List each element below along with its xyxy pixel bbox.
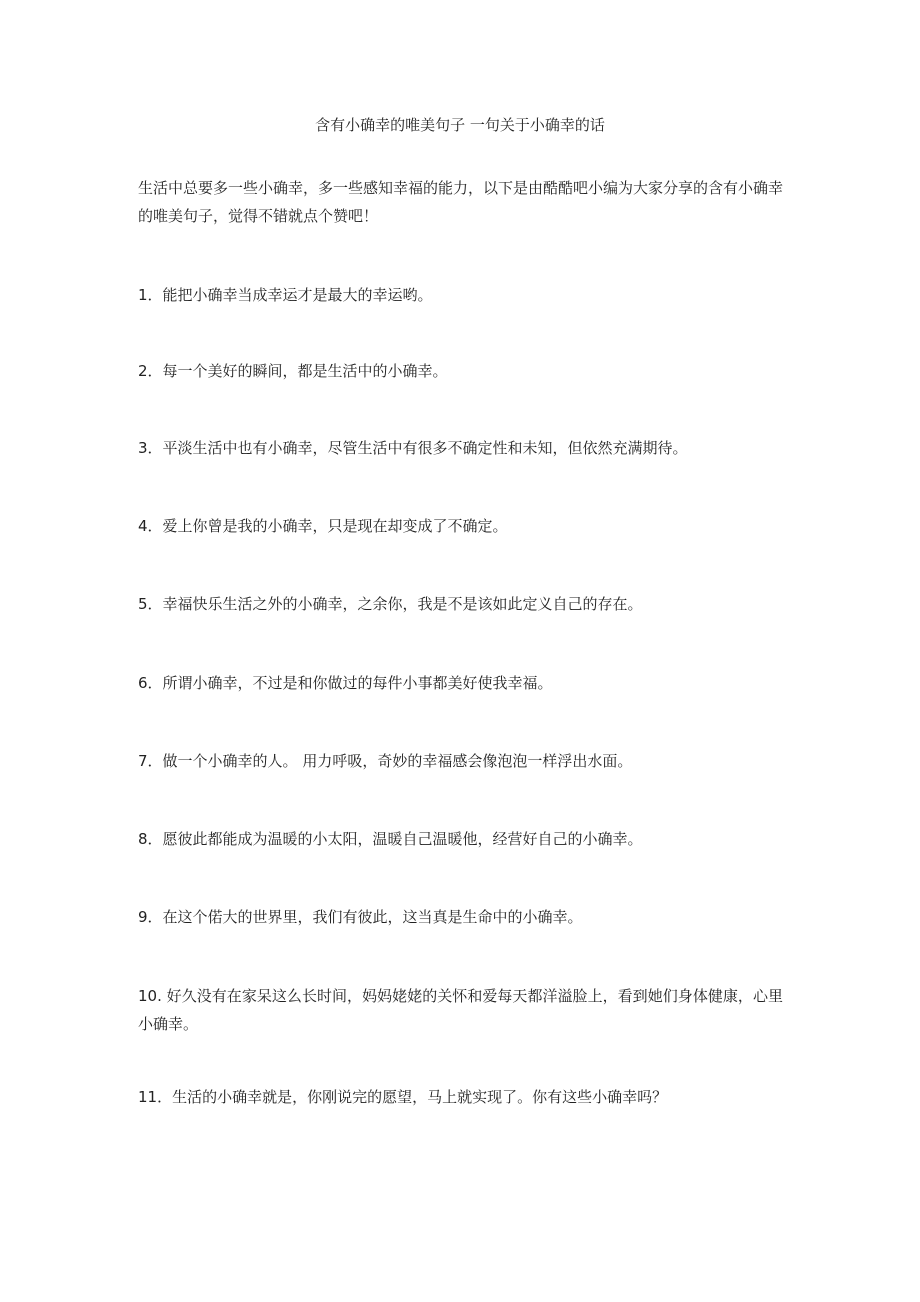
list-item: 2．每一个美好的瞬间，都是生活中的小确幸。: [138, 362, 448, 380]
list-item: 10. 好久没有在家呆这么长时间，妈妈姥姥的关怀和爱每天都洋溢脸上，看到她们身体健康，心里小确幸。: [138, 987, 783, 1033]
list-item: 3．平淡生活中也有小确幸，尽管生活中有很多不确定性和未知，但依然充满期待。: [138, 439, 688, 457]
document-title: 含有小确幸的唯美句子 一句关于小确幸的话: [315, 116, 605, 134]
list-item: 5．幸福快乐生活之外的小确幸，之余你，我是不是该如此定义自己的存在。: [138, 595, 643, 613]
list-item: 4．爱上你曾是我的小确幸，只是现在却变成了不确定。: [138, 517, 508, 535]
list-item: 7．做一个小确幸的人。 用力呼吸，奇妙的幸福感会像泡泡一样浮出水面。: [138, 752, 633, 770]
list-item: 8．愿彼此都能成为温暖的小太阳，温暖自己温暖他，经营好自己的小确幸。: [138, 830, 643, 848]
list-item: 6．所谓小确幸，不过是和你做过的每件小事都美好使我幸福。: [138, 674, 553, 692]
intro-paragraph: 生活中总要多一些小确幸，多一些感知幸福的能力，以下是由酷酷吧小编为大家分享的含有小确幸的唯美句子，觉得不错就点个赞吧！: [138, 179, 784, 225]
list-item: 9．在这个偌大的世界里，我们有彼此，这当真是生命中的小确幸。: [138, 908, 583, 926]
list-item: 11．生活的小确幸就是，你刚说完的愿望，马上就实现了。你有这些小确幸吗？: [138, 1088, 668, 1106]
list-item: 1．能把小确幸当成幸运才是最大的幸运哟。: [138, 286, 433, 304]
